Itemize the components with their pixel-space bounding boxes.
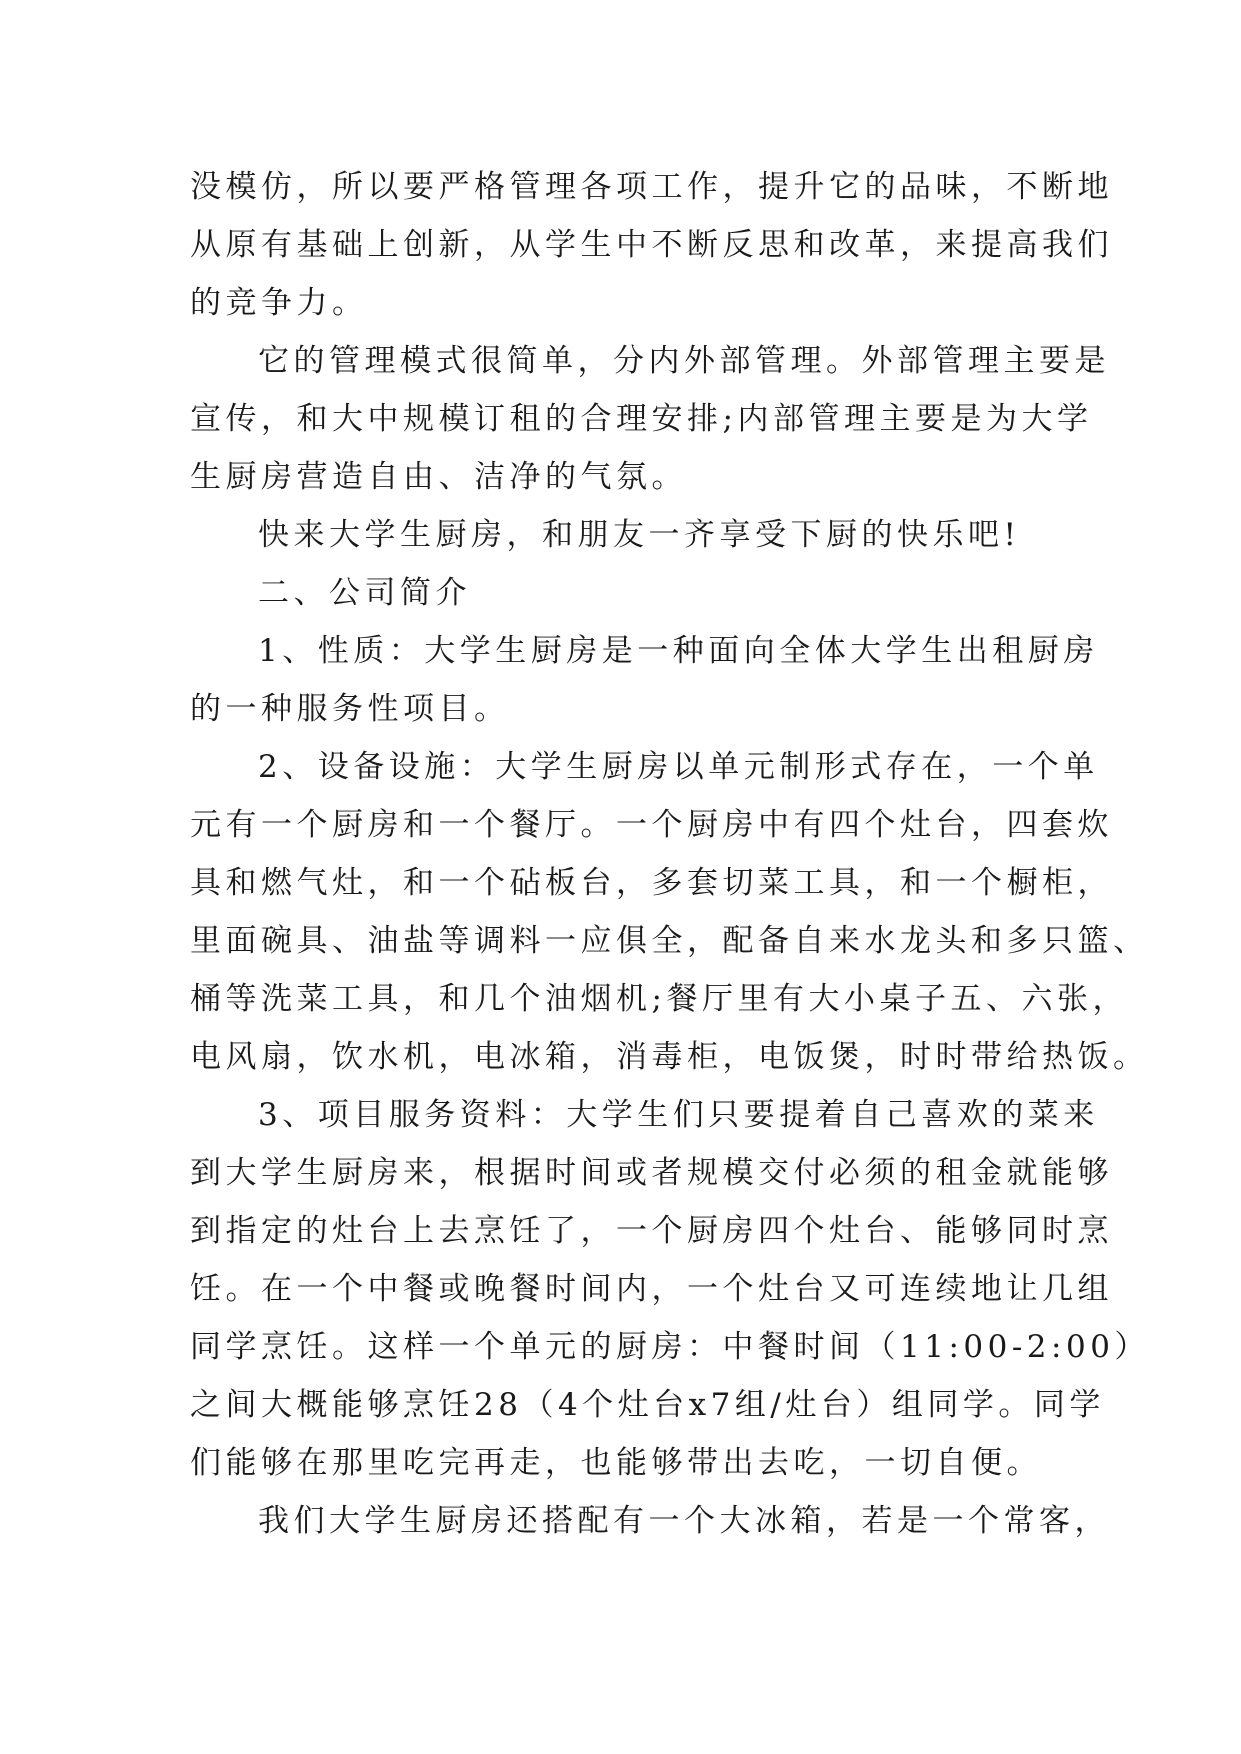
text-line: 的竞争力。 xyxy=(190,285,368,321)
text-line: 的一种服务性项目。 xyxy=(190,691,510,727)
text-line: 饪。在一个中餐或晚餐时间内，一个灶台又可连续地让几组 xyxy=(190,1271,1113,1307)
text-line: 具和燃气灶，和一个砧板台，多套切菜工具，和一个橱柜， xyxy=(190,865,1113,901)
text-line: 到指定的灶台上去烹饪了，一个厨房四个灶台、能够同时烹 xyxy=(190,1213,1113,1249)
document-body xyxy=(190,158,1150,1550)
text-line: 元有一个厨房和一个餐厅。一个厨房中有四个灶台，四套炊 xyxy=(190,807,1113,843)
text-line: 电风扇，饮水机，电冰箱，消毒柜，电饭煲，时时带给热饭。 xyxy=(190,1039,1149,1075)
text-line: 桶等洗菜工具，和几个油烟机;餐厅里有大小桌子五、六张， xyxy=(190,981,1128,1017)
text-line: 生厨房营造自由、洁净的气氛。 xyxy=(190,459,687,495)
text-line: 之间大概能够烹饪28（4个灶台x7组/灶台）组同学。同学 xyxy=(190,1387,1105,1423)
text-line: 我们大学生厨房还搭配有一个大冰箱，若是一个常客， xyxy=(258,1503,1110,1539)
text-line: 到大学生厨房来，根据时间或者规模交付必须的租金就能够 xyxy=(190,1155,1113,1191)
text-line: 1、性质：大学生厨房是一种面向全体大学生出租厨房 xyxy=(258,633,1099,669)
text-line: 里面碗具、油盐等调料一应俱全，配备自来水龙头和多只篮、 xyxy=(190,923,1149,959)
text-line: 宣传，和大中规模订租的合理安排;内部管理主要是为大学 xyxy=(190,401,1093,437)
text-line: 二、公司简介 xyxy=(258,575,471,611)
text-line: 2、设备设施：大学生厨房以单元制形式存在，一个单 xyxy=(258,749,1099,785)
text-line: 从原有基础上创新，从学生中不断反思和改革，来提高我们 xyxy=(190,227,1113,263)
text-line: 快来大学生厨房，和朋友一齐享受下厨的快乐吧! xyxy=(258,517,1021,553)
text-line: 它的管理模式很简单，分内外部管理。外部管理主要是 xyxy=(258,343,1110,379)
text-line: 们能够在那里吃完再走，也能够带出去吃，一切自便。 xyxy=(190,1445,1042,1481)
text-line: 没模仿，所以要严格管理各项工作，提升它的品味，不断地 xyxy=(190,169,1113,205)
text-line: 同学烹饪。这样一个单元的厨房：中餐时间（11:00-2:00） xyxy=(190,1329,1150,1365)
text-line: 3、项目服务资料：大学生们只要提着自己喜欢的菜来 xyxy=(258,1097,1099,1133)
